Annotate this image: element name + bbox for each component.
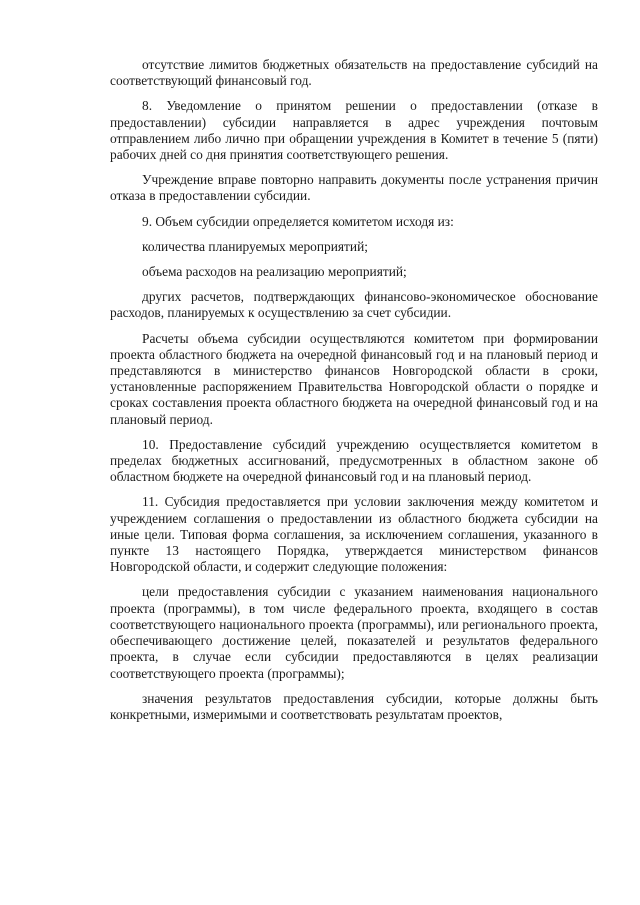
paragraph-limits: отсутствие лимитов бюджетных обязательств на предоставление субсидий на соответствующий финансовый год.: [110, 57, 598, 89]
paragraph-item-8: 8. Уведомление о принятом решении о предоставлении (отказе в предоставлении) субсидии направляется в адрес учреждения почтовым отправлением либо лично при обращении учреждения в Комитет в течение 5 (пяти) рабочих дней со дня принятия соответствующего решения.: [110, 98, 598, 163]
paragraph-resubmission: Учреждение вправе повторно направить документы после устранения причин отказа в предоставлении субсидии.: [110, 172, 598, 204]
paragraph-calculations: Расчеты объема субсидии осуществляются комитетом при формировании проекта областного бюджета на очередной финансовый год и на плановый период и представляются в министерство финансов Новгородской области в сроки, установленные распоряжением Правительства Новгородской области о порядке и сроках составления проекта областного бюджета на очередной финансовый год и на плановый период.: [110, 330, 598, 427]
paragraph-subsidy-goals: цели предоставления субсидии с указанием наименования национального проекта (программы), в том числе федерального проекта, входящего в состав соответствующего национального проекта (программы), или регионального проекта, обеспечивающего достижение целей, показателей и результатов федерального проекта, в случае если субсидии предоставляются в целях реализации соответствующего проекта (программы);: [110, 584, 598, 681]
paragraph-item-10: 10. Предоставление субсидий учреждению осуществляется комитетом в пределах бюджетных ассигнований, предусмотренных в областном законе об областном бюджете на очередной финансовый год и на плановый период.: [110, 436, 598, 485]
paragraph-other-calculations: других расчетов, подтверждающих финансово-экономическое обоснование расходов, планируемых к осуществлению за счет субсидии.: [110, 289, 598, 321]
paragraph-expense-volume: объема расходов на реализацию мероприятий;: [142, 264, 407, 280]
paragraph-events-count: количества планируемых мероприятий;: [142, 238, 368, 254]
paragraph-item-11: 11. Субсидия предоставляется при условии заключения между комитетом и учреждением соглашения о предоставлении из областного бюджета субсидии на иные цели. Типовая форма соглашения, за исключением соглашения, указанного в пункте 13 настоящего Порядка, утверждается министерством финансов Новгородской области, и содержит следующие положения:: [110, 494, 598, 575]
document-body: [110, 57, 598, 732]
paragraph-result-values: значения результатов предоставления субсидии, которые должны быть конкретными, измеримыми и соответствовать результатам проектов,: [110, 690, 598, 722]
paragraph-item-9: 9. Объем субсидии определяется комитетом исходя из:: [142, 213, 454, 229]
